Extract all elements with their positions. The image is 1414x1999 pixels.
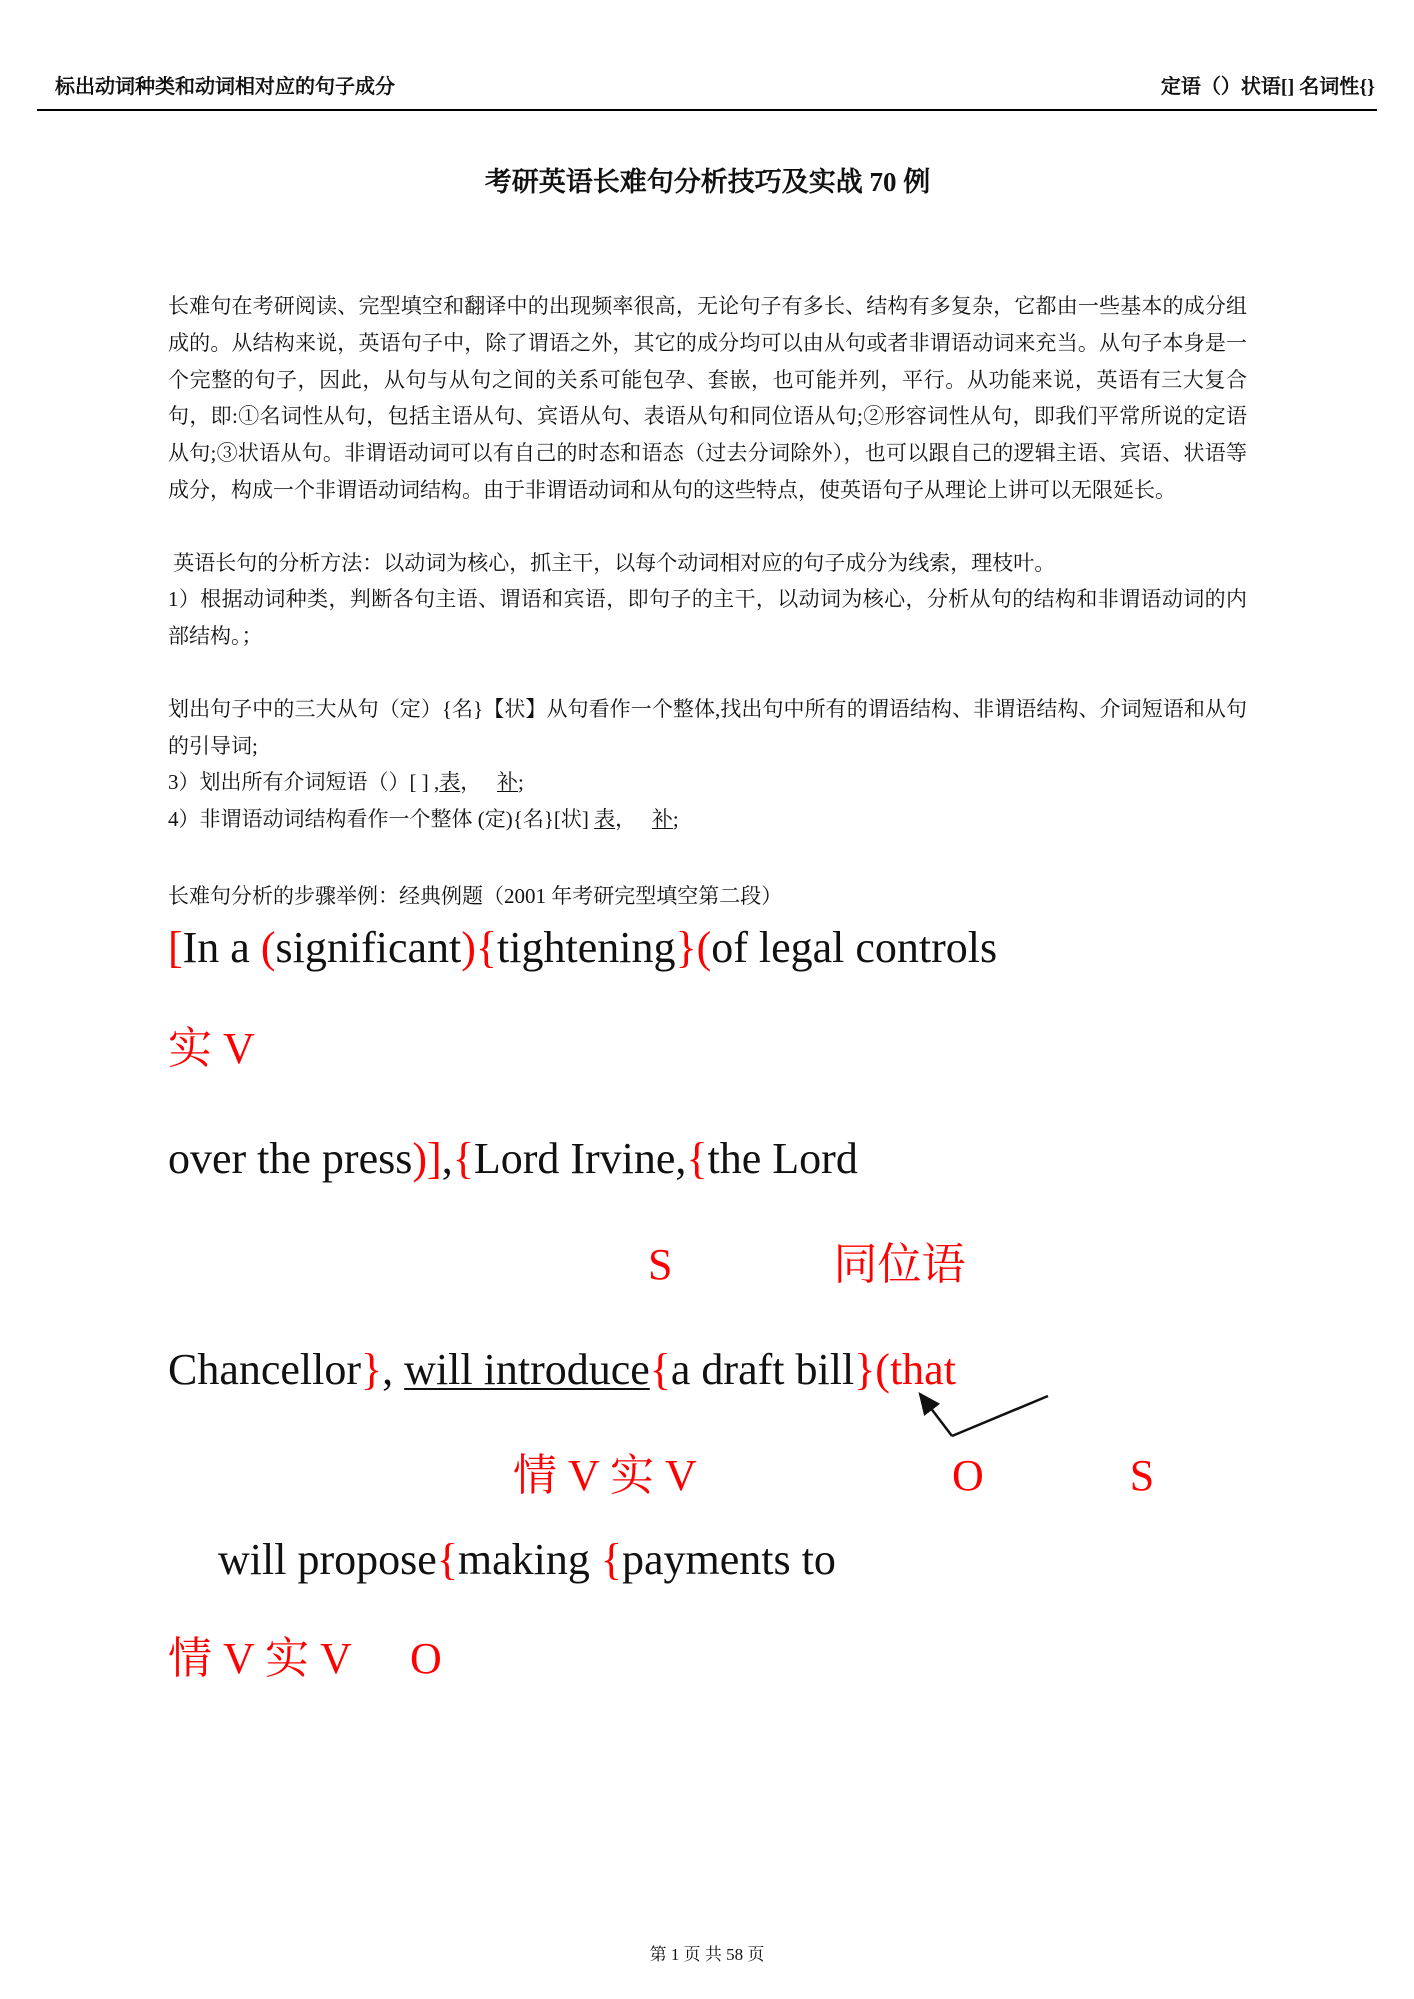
text-segment: 补 — [497, 770, 518, 795]
intro-paragraph: 长难句在考研阅读、完型填空和翻译中的出现频率很高，无论句子有多长、结构有多复杂，它都由一些基本的成分组成的。从结构来说，英语句子中，除了谓语之外，其它的成分均可以由从句或者非谓语动词来充当。从句子本身是一个完整的句子，因此，从句与从句之间的关系可能包孕、套嵌，也可能并列，平行。从功能来说，英语有三大复合句，即:①名词性从句，包括主语从句、宾语从句、表语从句和同位语从句;②形容词性从句，即我们平常所说的定语从句;③状语从句。非谓语动词可以有自己的时态和语态（过去分词除外），也可以跟自己的逻辑主语、宾语、状语等成分，构成一个非谓语动词结构。由于非谓语动词和从句的这些特点，使英语句子从理论上讲可以无限延长。 — [168, 294, 1247, 502]
sentence-line-3-text — [168, 1345, 956, 1394]
text-segment: { — [649, 1345, 671, 1395]
text-segment: 表 — [594, 807, 616, 832]
object-label: O — [951, 1450, 984, 1500]
text-segment: [ — [168, 922, 183, 972]
text-segment: significant — [275, 922, 462, 972]
annotation-row-4 — [168, 1632, 1247, 1686]
text-segment: ， — [615, 807, 652, 832]
modal-real-verb-label-2: 情 V 实 V — [168, 1634, 351, 1684]
text-segment: { — [436, 1534, 458, 1584]
method-intro: 英语长句的分析方法：以动词为核心，抓主干，以每个动词相对应的句子成分为线索，理枝叶。 — [168, 550, 1056, 575]
text-segment: 3）划出所有介词短语（）[ ] , — [168, 770, 440, 795]
text-segment: Chancellor — [168, 1345, 362, 1395]
example-sentence-line-3 — [168, 1343, 1247, 1397]
text-segment: In a — [182, 922, 261, 972]
text-segment: , — [441, 1133, 453, 1183]
text-segment: 补 — [651, 807, 673, 832]
method-step-3 — [168, 764, 1247, 801]
method-section — [168, 545, 1247, 655]
modal-real-verb-label: 情 V 实 V — [513, 1450, 696, 1500]
document-title: 考研英语长难句分析技巧及实战 70 例 — [484, 167, 931, 197]
text-segment: over the press — [168, 1133, 413, 1183]
text-segment: }(that — [854, 1345, 956, 1395]
text-segment: payments to — [622, 1534, 836, 1584]
text-segment: { — [452, 1133, 474, 1183]
text-segment: 4）非谓语动词结构看作一个整体 (定){名}[状] — [168, 807, 595, 832]
text-segment: ， — [460, 770, 497, 795]
text-segment: }( — [675, 922, 712, 972]
text-segment: the Lord — [707, 1133, 858, 1183]
page-header — [37, 74, 1377, 111]
method-step-2: 划出句子中的三大从句（定）{名}【状】从句看作一个整体,找出句中所有的谓语结构、非谓语结构、介词短语和从句的引导词; — [168, 696, 1247, 758]
text-segment: , — [382, 1345, 405, 1395]
text-segment: { — [686, 1133, 708, 1183]
arrow-annotation-icon — [900, 1384, 1070, 1449]
text-segment: 表 — [439, 770, 461, 795]
annotation-row-3 — [168, 1449, 1247, 1503]
text-segment: Lord Irvine, — [473, 1133, 687, 1183]
text-segment: ; — [672, 807, 679, 832]
steps-section — [168, 691, 1247, 838]
real-verb-label: 实 V — [168, 1024, 255, 1074]
annotation-row-1 — [168, 1022, 1247, 1076]
page-body — [0, 165, 1414, 1686]
method-step-1: 1）根据动词种类，判断各句主语、谓语和宾语，即句子的主干，以动词为核心，分析从句的结构和非谓语动词的内部结构。； — [168, 587, 1247, 649]
page-number-footer: 第 1 页 共 58 页 — [649, 1945, 765, 1964]
method-step-4 — [168, 801, 1247, 838]
object-label-2: O — [409, 1634, 442, 1684]
subject-label-2: S — [1129, 1450, 1155, 1500]
arrow-annotation — [900, 1384, 1070, 1449]
header-right-legend: 定语（）状语[] 名词性{} — [1160, 76, 1375, 98]
text-segment: of legal controls — [711, 922, 998, 972]
text-segment: will propose — [218, 1534, 437, 1584]
text-segment: a draft bill — [670, 1345, 855, 1395]
example-sentence-line-1 — [168, 921, 1247, 975]
text-segment: )] — [412, 1133, 442, 1183]
example-sentence-line-4 — [218, 1533, 1247, 1587]
example-sentence-line-2 — [168, 1132, 1247, 1186]
text-segment: making — [457, 1534, 601, 1584]
header-left-text: 标出动词种类和动词相对应的句子成分 — [55, 76, 395, 98]
text-segment: ){ — [461, 922, 498, 972]
text-segment: { — [600, 1534, 622, 1584]
subject-label: S — [648, 1239, 673, 1289]
example-caption: 长难句分析的步骤举例：经典例题（2001 年考研完型填空第二段） — [168, 883, 783, 908]
text-segment: ( — [260, 922, 276, 972]
annotation-row-2 — [168, 1238, 1247, 1292]
text-segment: tightening — [497, 922, 676, 972]
text-segment: ; — [518, 770, 524, 795]
apposition-label: 同位语 — [833, 1239, 966, 1289]
text-segment: will introduce — [404, 1345, 650, 1395]
text-segment: } — [361, 1345, 383, 1395]
